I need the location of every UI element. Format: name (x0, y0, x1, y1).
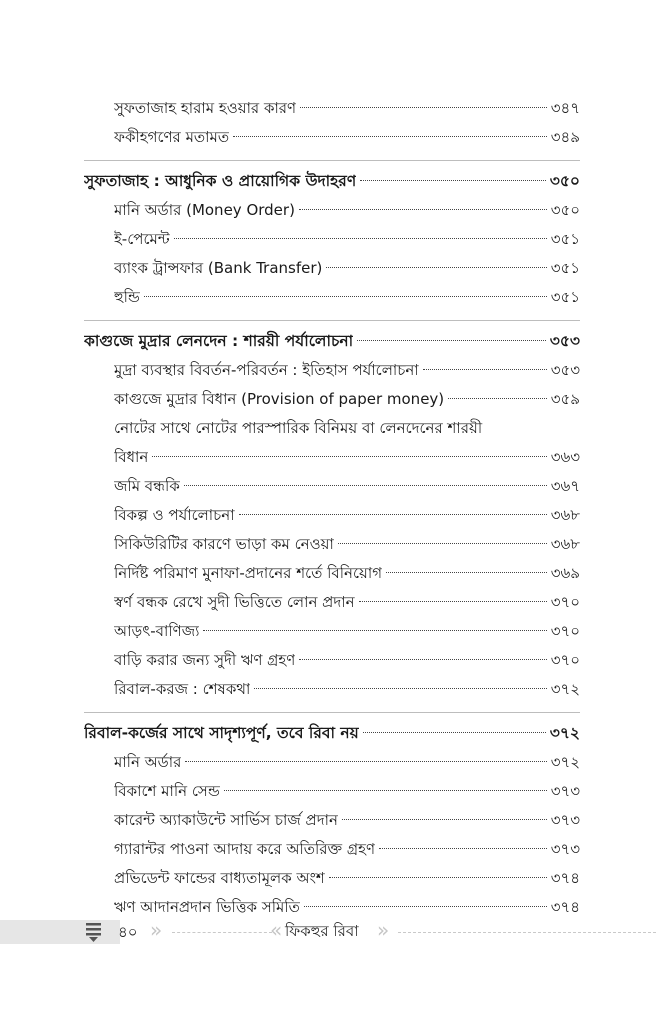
toc-entry-page: ৩৬৯ (550, 564, 580, 582)
toc-section-heading-page: ৩৭২ (549, 724, 580, 742)
toc-entry[interactable] (84, 675, 580, 704)
toc-entry-page: ৩৫১ (550, 230, 580, 248)
dot-leader (152, 456, 546, 457)
dot-leader (379, 848, 547, 849)
dot-leader (359, 601, 547, 602)
toc-entry-page: ৩৭৪ (550, 869, 580, 887)
toc-entry[interactable] (84, 356, 580, 385)
toc-entry-page: ৩৬৭ (550, 477, 580, 495)
page-number: ৪০ (118, 923, 138, 941)
toc-entry-title: ফকীহগণের মতামত (114, 128, 230, 146)
dot-leader (203, 630, 546, 631)
dot-leader (338, 543, 547, 544)
toc-entry-title: নির্দিষ্ট পরিমাণ মুনাফা-প্রদানের শর্তে বিনিয়োগ (114, 564, 383, 582)
toc-entry[interactable] (84, 806, 580, 835)
toc-entry-title: কাগুজে মুদ্রার বিধান (Provision of paper money) (114, 390, 445, 408)
toc-entry-title: ই-পেমেন্ট (114, 230, 170, 248)
toc-entry[interactable] (84, 559, 580, 588)
toc-section-heading-title: কাগুজে মুদ্রার লেনদেন : শারয়ী পর্যালোচনা (84, 332, 354, 350)
toc-entry-title: ঋণ আদানপ্রদান ভিত্তিক সমিতি (114, 898, 300, 916)
toc-entry-title: বিকাশে মানি সেন্ড (114, 782, 220, 800)
toc-entry-title: আড়ৎ-বাণিজ্য (114, 622, 200, 640)
table-of-contents (84, 94, 580, 922)
toc-entry-page: ৩৫১ (550, 288, 580, 306)
toc-entry-page: ৩৬৮ (550, 506, 580, 524)
toc-entry[interactable] (84, 748, 580, 777)
toc-section-heading[interactable] (84, 719, 580, 748)
toc-entry-title: রিবাল-করজ : শেষকথা (114, 680, 251, 698)
toc-entry[interactable] (84, 835, 580, 864)
toc-entry-page: ৩৭৩ (550, 811, 580, 829)
toc-entry-page: ৩৭০ (550, 622, 580, 640)
toc-entry-title: মানি অর্ডার (Money Order) (114, 201, 295, 219)
menu-icon (84, 921, 104, 943)
book-title: ফিকহুর রিবা (285, 922, 359, 940)
toc-entry-page: ৩৫১ (550, 259, 580, 277)
dot-leader (185, 761, 546, 762)
dot-leader (239, 514, 547, 515)
dot-leader (360, 180, 546, 181)
toc-entry-page: ৩৫৯ (550, 390, 580, 408)
toc-entry[interactable] (84, 472, 580, 501)
toc-entry-title: গ্যারান্টর পাওনা আদায় করে অতিরিক্ত গ্রহণ (114, 840, 376, 858)
toc-entry-page: ৩৭০ (550, 593, 580, 611)
toc-entry-page: ৩৭০ (550, 651, 580, 669)
dot-leader (233, 136, 547, 137)
toc-entry[interactable] (84, 646, 580, 675)
toc-entry[interactable] (84, 617, 580, 646)
chevron-right-icon: » (150, 918, 163, 942)
dot-leader (448, 398, 547, 399)
dot-leader (254, 688, 546, 689)
toc-entry-page: ৩৫০ (550, 201, 580, 219)
toc-entry-title: মুদ্রা ব্যবস্থার বিবর্তন-পরিবর্তন : ইতিহাস পর্যালোচনা (114, 361, 419, 379)
toc-entry-title: স্বর্ণ বন্ধক রেখে সুদী ভিত্তিতে লোন প্রদান (114, 593, 355, 611)
toc-entry-title: সুফতাজাহ হারাম হওয়ার কারণ (114, 99, 297, 117)
toc-entry-page: ৩৭২ (550, 753, 580, 771)
toc-entry[interactable] (84, 254, 580, 283)
toc-entry-page: ৩৭৩ (550, 782, 580, 800)
toc-entry-title: হুন্ডি (114, 288, 140, 306)
toc-section-heading[interactable] (84, 327, 580, 356)
dot-leader (423, 369, 547, 370)
toc-entry[interactable] (84, 501, 580, 530)
toc-entry[interactable] (84, 196, 580, 225)
dot-leader (184, 485, 547, 486)
toc-entry-title: বিকল্প ও পর্যালোচনা (114, 506, 235, 524)
toc-entry-page: ৩৭৩ (550, 840, 580, 858)
dot-leader (326, 267, 546, 268)
footer-divider-left (172, 932, 272, 933)
toc-entry-page: ৩৪৭ (550, 99, 580, 117)
toc-entry-title: বিধান (114, 448, 149, 466)
dot-leader (300, 107, 547, 108)
page-footer (0, 916, 663, 948)
dot-leader (386, 572, 547, 573)
toc-entry-page: ৩৭২ (550, 680, 580, 698)
toc-entry-page: ৩৬৩ (550, 448, 580, 466)
toc-entry[interactable] (84, 443, 580, 472)
toc-entry[interactable] (84, 94, 580, 123)
toc-entry-title: প্রভিডেন্ট ফান্ডের বাধ্যতামূলক অংশ (114, 869, 325, 887)
toc-entry[interactable] (84, 385, 580, 414)
dot-leader (299, 209, 547, 210)
toc-entry-title-line1: নোটের সাথে নোটের পারস্পারিক বিনিময় বা লেনদেনের শারয়ী (114, 419, 483, 437)
toc-entry-title: সিকিউরিটির কারণে ভাড়া কম নেওয়া (114, 535, 334, 553)
toc-section-heading-page: ৩৫০ (549, 172, 580, 190)
toc-entry-page: ৩৫৩ (550, 361, 580, 379)
section-divider (84, 320, 580, 321)
footer-divider-right (398, 932, 656, 933)
dot-leader (299, 659, 546, 660)
toc-entry-title: ব্যাংক ট্রান্সফার (Bank Transfer) (114, 259, 323, 277)
dot-leader (357, 340, 546, 341)
dot-leader (363, 732, 546, 733)
toc-entry-title: বাড়ি করার জন্য সুদী ঋণ গ্রহণ (114, 651, 296, 669)
toc-entry[interactable] (84, 864, 580, 893)
toc-entry[interactable] (84, 777, 580, 806)
toc-entry-title: কারেন্ট অ্যাকাউন্টে সার্ভিস চার্জ প্রদান (114, 811, 338, 829)
dot-leader (304, 906, 547, 907)
dot-leader (174, 238, 547, 239)
dot-leader (224, 790, 547, 791)
chevron-right-icon: » (377, 918, 390, 942)
toc-entry-title: মানি অর্ডার (114, 753, 182, 771)
toc-entry-page: ৩৪৯ (550, 128, 580, 146)
toc-section-heading-page: ৩৫৩ (549, 332, 580, 350)
toc-entry[interactable] (84, 225, 580, 254)
toc-entry[interactable] (84, 530, 580, 559)
dot-leader (329, 877, 547, 878)
dot-leader (342, 819, 547, 820)
section-divider (84, 160, 580, 161)
toc-entry[interactable] (84, 123, 580, 152)
toc-entry[interactable] (84, 588, 580, 617)
toc-entry[interactable] (84, 283, 580, 312)
toc-section-heading[interactable] (84, 167, 580, 196)
dot-leader (144, 296, 547, 297)
section-divider (84, 712, 580, 713)
chevron-left-icon: « (270, 918, 283, 942)
toc-section-heading-title: রিবাল-কর্জের সাথে সাদৃশ্যপূর্ণ, তবে রিবা নয় (84, 724, 359, 742)
toc-section-heading-title: সুফতাজাহ : আধুনিক ও প্রায়োগিক উদাহরণ (84, 172, 357, 190)
toc-entry-page: ৩৬৮ (550, 535, 580, 553)
toc-entry-page: ৩৭৪ (550, 898, 580, 916)
toc-entry-title: জমি বন্ধকি (114, 477, 180, 495)
